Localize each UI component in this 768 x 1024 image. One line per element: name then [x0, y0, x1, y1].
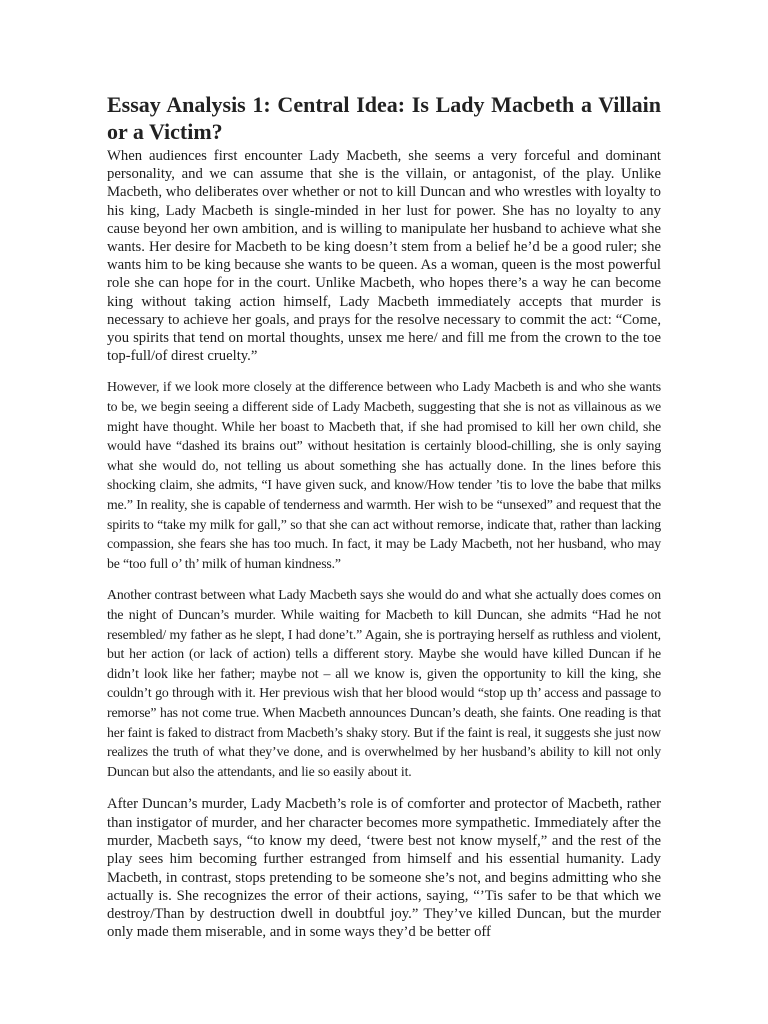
essay-title: Essay Analysis 1: Central Idea: Is Lady Macbeth a Villain or a Victim?: [107, 92, 661, 144]
document-page: [107, 91, 661, 942]
paragraph-3: Another contrast between what Lady Macbeth says she would do and what she actually does comes on the night of Duncan’s murder. While waiting for Macbeth to kill Duncan, she admits “Had he not resembled/ my father as he slept, I had done’t.” Again, she is portraying herself as ruthless and violent, but her action (or lack of action) tells a different story. Maybe she would have killed Duncan if he didn’t look like her father; maybe not – all we know is, given the opportunity to kill the king, she couldn’t go through with it. Her previous wish that her blood would “stop up th’ access and passage to remorse” has not come true. When Macbeth announces Duncan’s death, she faints. One reading is that her faint is faked to distract from Macbeth’s shaky story. But if the faint is real, it suggests she just now realizes the truth of what they’ve done, and is overwhelmed by her husband’s ability to kill not only Duncan but also the attendants, and lie so easily about it.: [107, 587, 661, 779]
paragraph-2: However, if we look more closely at the difference between who Lady Macbeth is and who she wants to be, we begin seeing a different side of Lady Macbeth, suggesting that she is not as villainous as we might have thought. While her boast to Macbeth that, if she had promised to kill her own child, she would have “dashed its brains out” without hesitation is certainly blood-chilling, she is only saying what she would do, not telling us about something she has actually done. In the lines before this shocking claim, she admits, “I have given suck, and know/How tender ’tis to love the babe that milks me.” In reality, she is capable of tenderness and warmth. Her wish to be “unsexed” and request that the spirits to “take my milk for gall,” so that she can act without remorse, indicate that, rather than lacking compassion, she fears she has too much. In fact, it may be Lady Macbeth, not her husband, who may be “too full o’ th’ milk of human kindness.”: [107, 379, 661, 571]
paragraph-1: When audiences first encounter Lady Macbeth, she seems a very forceful and dominant personality, and we can assume that she is the villain, or antagonist, of the play. Unlike Macbeth, who deliberates over whether or not to kill Duncan and who wrestles with loyalty to his king, Lady Macbeth is single-minded in her lust for power. She has no loyalty to any cause beyond her own ambition, and is willing to manipulate her husband to achieve what she wants. Her desire for Macbeth to be king doesn’t stem from a belief he’d be a good ruler; she wants him to be king because she wants to be queen. As a woman, queen is the most powerful role she can hope for in the court. Unlike Macbeth, who hopes there’s a way he can become king without taking action himself, Lady Macbeth immediately accepts that murder is necessary to achieve her goals, and prays for the resolve necessary to commit the act: “Come, you spirits that tend on mortal thoughts, unsex me here/ and fill me from the crown to the toe top-full/of direst cruelty.”: [107, 148, 661, 365]
paragraph-4: After Duncan’s murder, Lady Macbeth’s role is of comforter and protector of Macbeth, rather than instigator of murder, and her character becomes more sympathetic. Immediately after the murder, Macbeth says, “to know my deed, ‘twere best not know myself,” and the rest of the play sees him becoming further estranged from himself and his essential humanity. Lady Macbeth, in contrast, stops pretending to be someone she’s not, and begins admitting who she actually is. She recognizes the error of their actions, saying, “’Tis safer to be that which we destroy/Than by destruction dwell in doubtful joy.” They’ve killed Duncan, but the murder only made them miserable, and in some ways they’d be better off: [107, 796, 661, 941]
